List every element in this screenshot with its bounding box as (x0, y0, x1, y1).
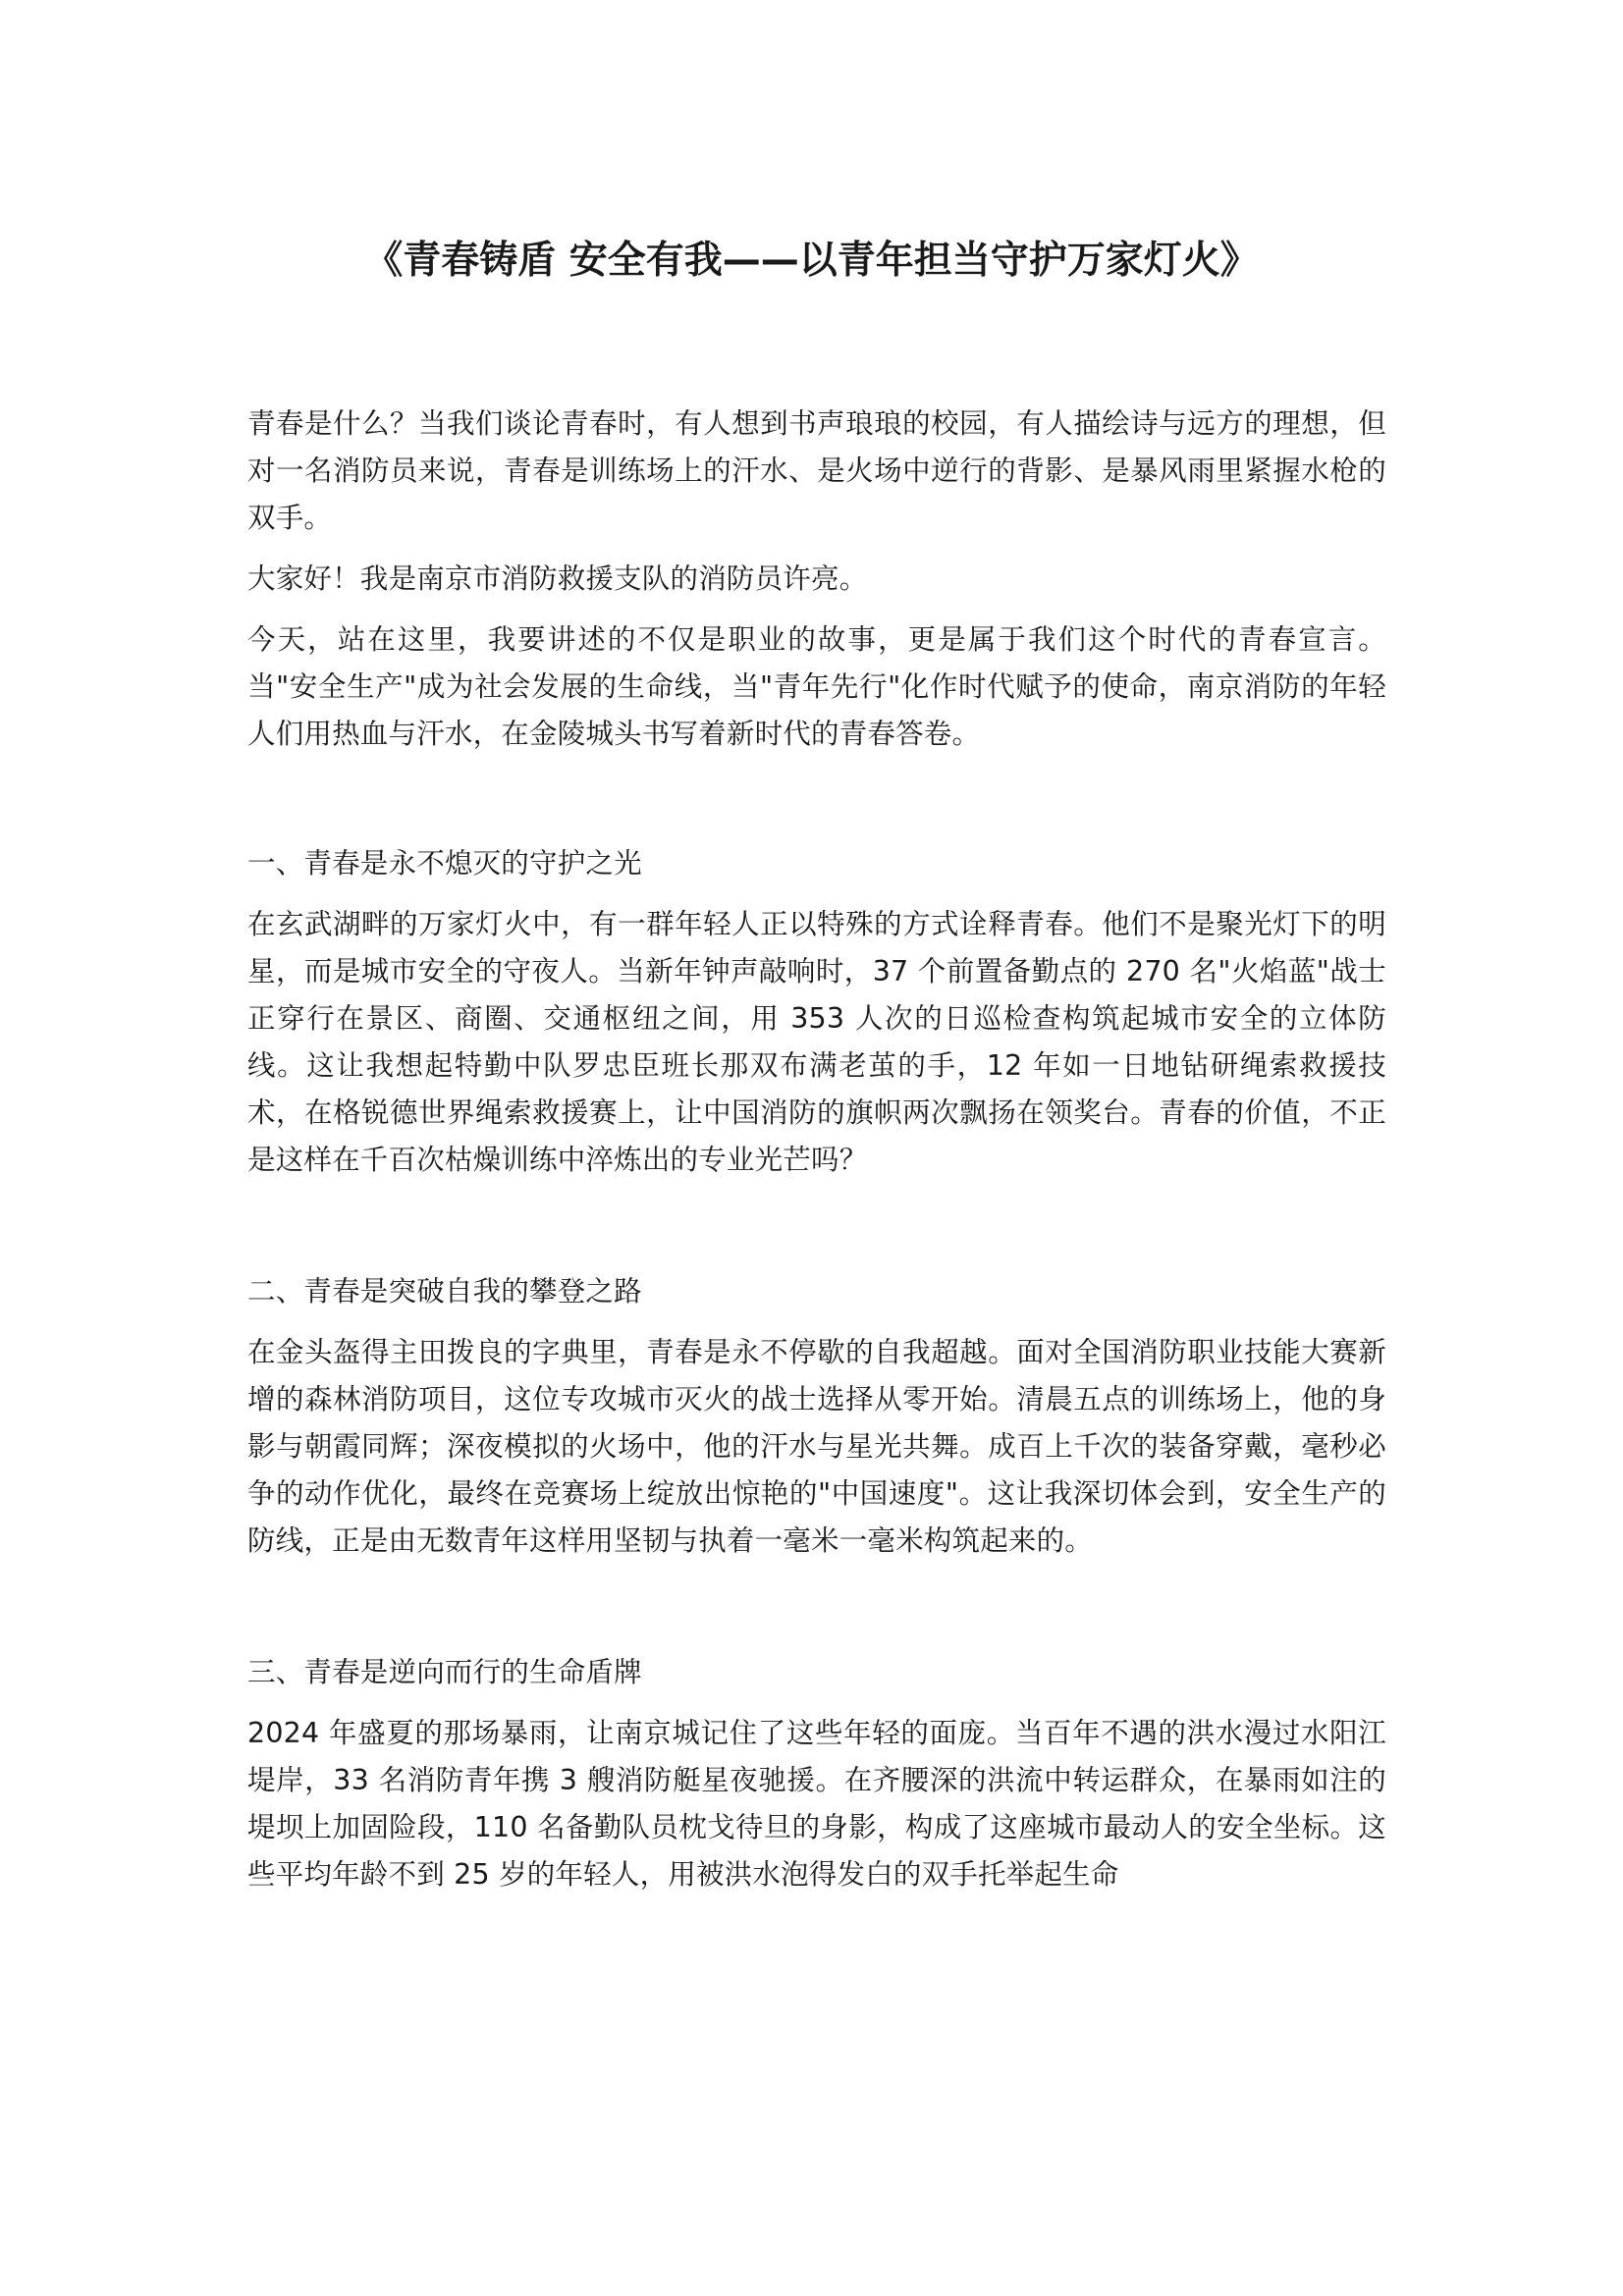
document-body (247, 400, 1386, 1912)
section-spacer (247, 1198, 1386, 1268)
intro-paragraph-1: 青春是什么？当我们谈论青春时，有人想到书声琅琅的校园，有人描绘诗与远方的理想，但对一名消防员来说，青春是训练场上的汗水、是火场中逆行的背影、是暴风雨里紧握水枪的双手。 (247, 407, 1386, 534)
section-heading-2: 二、青春是突破自我的攀登之路 (247, 1275, 642, 1308)
section-heading-1: 一、青春是永不熄灭的守护之光 (247, 847, 642, 880)
section-paragraph-1: 在玄武湖畔的万家灯火中，有一群年轻人正以特殊的方式诠释青春。他们不是聚光灯下的明星，而是城市安全的守夜人。当新年钟声敲响时，37 个前置备勤点的 270 名"火焰蓝"战士正穿行在景区、商圈、交通枢纽之间，用 353 人次的日巡检查构筑起城市安全的立体防线。这让我想起特勤中队罗忠臣班长那双布满老茧的手，12 年如一日地钻研绳索救援技术，在格锐德世界绳索救援赛上，让中国消防的旗帜两次飘扬在领奖台。青春的价值，不正是这样在千百次枯燥训练中淬炼出的专业光芒吗？ (247, 908, 1386, 1176)
intro-paragraph-3: 今天，站在这里，我要讲述的不仅是职业的故事，更是属于我们这个时代的青春宣言。当"安全生产"成为社会发展的生命线，当"青年先行"化作时代赋予的使命，南京消防的年轻人们用热血与汗水，在金陵城头书写着新时代的青春答卷。 (247, 623, 1386, 750)
section-spacer (247, 1578, 1386, 1649)
section-spacer (247, 772, 1386, 840)
document-title: 《青春铸盾 安全有我——以青年担当守护万家灯火》 (364, 239, 1259, 283)
intro-paragraph-2: 大家好！我是南京市消防救援支队的消防员许亮。 (247, 562, 868, 595)
section-heading-3: 三、青春是逆向而行的生命盾牌 (247, 1656, 642, 1688)
section-paragraph-2: 在金头盔得主田拨良的字典里，青春是永不停歇的自我超越。面对全国消防职业技能大赛新增的森林消防项目，这位专攻城市灭火的战士选择从零开始。清晨五点的训练场上，他的身影与朝霞同辉；深夜模拟的火场中，他的汗水与星光共舞。成百上千次的装备穿戴，毫秒必争的动作优化，最终在竞赛场上绽放出惊艳的"中国速度"。这让我深切体会到，安全生产的防线，正是由无数青年这样用坚韧与执着一毫米一毫米构筑起来的。 (247, 1336, 1386, 1557)
section-paragraph-3: 2024 年盛夏的那场暴雨，让南京城记住了这些年轻的面庞。当百年不遇的洪水漫过水阳江堤岸，33 名消防青年携 3 艘消防艇星夜驰援。在齐腰深的洪流中转运群众，在暴雨如注的堤坝上加固险段，110 名备勤队员枕戈待旦的身影，构成了这座城市最动人的安全坐标。这些平均年龄不到 25 岁的年轻人，用被洪水泡得发白的双手托举起生命 (247, 1717, 1386, 1891)
